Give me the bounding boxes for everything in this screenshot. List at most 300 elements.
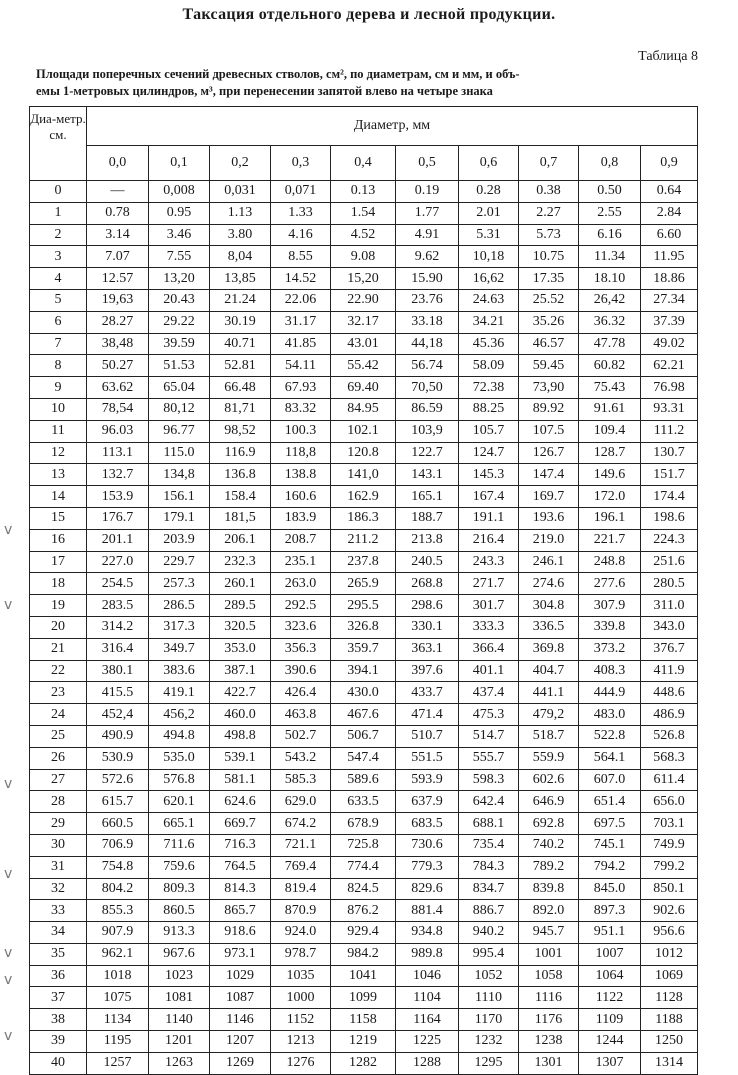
area-value-cell: 107.5	[519, 420, 579, 442]
area-value-cell: 581.1	[210, 769, 271, 791]
area-value-cell: 229.7	[149, 551, 210, 573]
area-value-cell: 769.4	[271, 856, 331, 878]
column-header: 0,1	[149, 146, 210, 181]
area-value-cell: 102.1	[331, 420, 396, 442]
area-value-cell: 198.6	[641, 507, 698, 529]
area-value-cell: 274.6	[519, 573, 579, 595]
area-value-cell: 153.9	[87, 486, 149, 508]
area-value-cell: 1081	[149, 987, 210, 1009]
diameter-cm-cell: 6	[30, 311, 87, 333]
area-value-cell: 219.0	[519, 529, 579, 551]
area-value-cell: 784.3	[459, 856, 519, 878]
area-value-cell: 5.31	[459, 224, 519, 246]
area-value-cell: 0.50	[579, 181, 641, 203]
table-row	[30, 268, 698, 290]
area-value-cell: 456,2	[149, 704, 210, 726]
table-row	[30, 987, 698, 1009]
area-value-cell: 89.92	[519, 398, 579, 420]
area-value-cell: 186.3	[331, 507, 396, 529]
area-value-cell: 1041	[331, 965, 396, 987]
area-value-cell: 1301	[519, 1052, 579, 1074]
area-value-cell: 156.1	[149, 486, 210, 508]
area-value-cell: 624.6	[210, 791, 271, 813]
margin-check-mark: v	[4, 945, 13, 961]
area-value-cell: 36.32	[579, 311, 641, 333]
area-value-cell: 387.1	[210, 660, 271, 682]
area-value-cell: 376.7	[641, 638, 698, 660]
area-value-cell: 678.9	[331, 813, 396, 835]
area-value-cell: 277.6	[579, 573, 641, 595]
table-row	[30, 551, 698, 573]
area-value-cell: 1.77	[396, 202, 459, 224]
diameter-cm-cell: 17	[30, 551, 87, 573]
area-value-cell: 824.5	[331, 878, 396, 900]
area-value-cell: 510.7	[396, 725, 459, 747]
area-value-cell: 6.60	[641, 224, 698, 246]
area-value-cell: 1225	[396, 1031, 459, 1053]
area-value-cell: 522.8	[579, 725, 641, 747]
table-row	[30, 834, 698, 856]
area-value-cell: 298.6	[396, 595, 459, 617]
diameter-cm-cell: 25	[30, 725, 87, 747]
diameter-cm-cell: 5	[30, 289, 87, 311]
area-value-cell: 1.33	[271, 202, 331, 224]
area-value-cell: 174.4	[641, 486, 698, 508]
diameter-cm-cell: 13	[30, 464, 87, 486]
diameter-cm-cell: 8	[30, 355, 87, 377]
area-value-cell: 865.7	[210, 900, 271, 922]
area-value-cell: 620.1	[149, 791, 210, 813]
area-value-cell: 25.52	[519, 289, 579, 311]
area-value-cell: 50.27	[87, 355, 149, 377]
table-row	[30, 181, 698, 203]
table-row	[30, 1031, 698, 1053]
area-value-cell: 188.7	[396, 507, 459, 529]
area-value-cell: 471.4	[396, 704, 459, 726]
area-value-cell: 697.5	[579, 813, 641, 835]
area-value-cell: 11.34	[579, 246, 641, 268]
area-value-cell: 490.9	[87, 725, 149, 747]
area-value-cell: 17.35	[519, 268, 579, 290]
area-value-cell: 0.19	[396, 181, 459, 203]
area-value-cell: 179.1	[149, 507, 210, 529]
area-value-cell: 5.73	[519, 224, 579, 246]
area-value-cell: 656.0	[641, 791, 698, 813]
area-value-cell: 34.21	[459, 311, 519, 333]
area-value-cell: 2.01	[459, 202, 519, 224]
column-header: 0,2	[210, 146, 271, 181]
area-value-cell: 404.7	[519, 660, 579, 682]
area-value-cell: 193.6	[519, 507, 579, 529]
area-value-cell: 934.8	[396, 922, 459, 944]
area-value-cell: 1170	[459, 1009, 519, 1031]
diameter-cm-cell: 10	[30, 398, 87, 420]
area-value-cell: 10,18	[459, 246, 519, 268]
area-value-cell: 383.6	[149, 660, 210, 682]
diameter-cm-cell: 18	[30, 573, 87, 595]
area-value-cell: 829.6	[396, 878, 459, 900]
area-value-cell: 301.7	[459, 595, 519, 617]
area-value-cell: 359.7	[331, 638, 396, 660]
area-value-cell: 126.7	[519, 442, 579, 464]
area-value-cell: 235.1	[271, 551, 331, 573]
area-value-cell: 467.6	[331, 704, 396, 726]
area-value-cell: 1257	[87, 1052, 149, 1074]
area-value-cell: 660.5	[87, 813, 149, 835]
area-value-cell: 26,42	[579, 289, 641, 311]
area-value-cell: 120.8	[331, 442, 396, 464]
area-value-cell: 88.25	[459, 398, 519, 420]
area-value-cell: 651.4	[579, 791, 641, 813]
column-group-header: Диаметр, мм	[87, 107, 698, 146]
area-value-cell: 754.8	[87, 856, 149, 878]
area-value-cell: 62.21	[641, 355, 698, 377]
area-value-cell: 172.0	[579, 486, 641, 508]
area-value-cell: 280.5	[641, 573, 698, 595]
area-value-cell: 572.6	[87, 769, 149, 791]
area-value-cell: 703.1	[641, 813, 698, 835]
area-value-cell: 860.5	[149, 900, 210, 922]
area-value-cell: 257.3	[149, 573, 210, 595]
area-value-cell: 411.9	[641, 660, 698, 682]
area-value-cell: 1052	[459, 965, 519, 987]
diameter-cm-cell: 29	[30, 813, 87, 835]
area-value-cell: 45.36	[459, 333, 519, 355]
table-row	[30, 704, 698, 726]
area-value-cell: 956.6	[641, 922, 698, 944]
area-value-cell: 0.78	[87, 202, 149, 224]
table-row	[30, 486, 698, 508]
area-value-cell: 913.3	[149, 922, 210, 944]
area-value-cell: 86.59	[396, 398, 459, 420]
area-value-cell: 311.0	[641, 595, 698, 617]
table-row	[30, 900, 698, 922]
diameter-cm-cell: 39	[30, 1031, 87, 1053]
table-label: Таблица 8	[638, 49, 698, 64]
area-value-cell: 1164	[396, 1009, 459, 1031]
area-value-cell: 28.27	[87, 311, 149, 333]
area-value-cell: 1307	[579, 1052, 641, 1074]
area-value-cell: 283.5	[87, 595, 149, 617]
area-value-cell: 789.2	[519, 856, 579, 878]
area-value-cell: 132.7	[87, 464, 149, 486]
column-header: 0,5	[396, 146, 459, 181]
page-title: Таксация отдельного дерева и лесной продукции.	[182, 6, 556, 23]
diameter-cm-cell: 7	[30, 333, 87, 355]
table-row	[30, 616, 698, 638]
area-value-cell: 46.57	[519, 333, 579, 355]
area-value-cell: —	[87, 181, 149, 203]
area-value-cell: 1064	[579, 965, 641, 987]
area-value-cell: 1058	[519, 965, 579, 987]
area-value-cell: 246.1	[519, 551, 579, 573]
area-value-cell: 289.5	[210, 595, 271, 617]
diameter-cm-cell: 3	[30, 246, 87, 268]
area-value-cell: 109.4	[579, 420, 641, 442]
area-value-cell: 989.8	[396, 943, 459, 965]
area-value-cell: 196.1	[579, 507, 641, 529]
area-value-cell: 1176	[519, 1009, 579, 1031]
margin-check-mark: v	[4, 522, 13, 538]
area-value-cell: 162.9	[331, 486, 396, 508]
area-value-cell: 20.43	[149, 289, 210, 311]
area-value-cell: 32.17	[331, 311, 396, 333]
area-value-cell: 0.28	[459, 181, 519, 203]
area-value-cell: 1012	[641, 943, 698, 965]
area-value-cell: 1232	[459, 1031, 519, 1053]
area-value-cell: 1282	[331, 1052, 396, 1074]
area-value-cell: 176.7	[87, 507, 149, 529]
area-value-cell: 15,20	[331, 268, 396, 290]
area-value-cell: 304.8	[519, 595, 579, 617]
area-value-cell: 486.9	[641, 704, 698, 726]
area-value-cell: 55.42	[331, 355, 396, 377]
area-value-cell: 819.4	[271, 878, 331, 900]
area-value-cell: 730.6	[396, 834, 459, 856]
area-value-cell: 91.61	[579, 398, 641, 420]
diameter-cm-cell: 20	[30, 616, 87, 638]
margin-check-mark: v	[4, 866, 13, 882]
area-value-cell: 967.6	[149, 943, 210, 965]
area-value-cell: 169.7	[519, 486, 579, 508]
area-value-cell: 232.3	[210, 551, 271, 573]
area-value-cell: 122.7	[396, 442, 459, 464]
area-value-cell: 134,8	[149, 464, 210, 486]
area-value-cell: 316.4	[87, 638, 149, 660]
area-value-cell: 876.2	[331, 900, 396, 922]
diameter-cm-cell: 37	[30, 987, 87, 1009]
area-value-cell: 0.38	[519, 181, 579, 203]
area-value-cell: 292.5	[271, 595, 331, 617]
area-value-cell: 555.7	[459, 747, 519, 769]
area-value-cell: 1213	[271, 1031, 331, 1053]
area-value-cell: 1035	[271, 965, 331, 987]
area-value-cell: 216.4	[459, 529, 519, 551]
area-value-cell: 124.7	[459, 442, 519, 464]
area-value-cell: 366.4	[459, 638, 519, 660]
area-value-cell: 483.0	[579, 704, 641, 726]
area-value-cell: 96.03	[87, 420, 149, 442]
area-value-cell: 369.8	[519, 638, 579, 660]
area-value-cell: 1244	[579, 1031, 641, 1053]
area-value-cell: 973.1	[210, 943, 271, 965]
area-value-cell: 54.11	[271, 355, 331, 377]
area-value-cell: 35.26	[519, 311, 579, 333]
area-value-cell: 564.1	[579, 747, 641, 769]
area-value-cell: 475.3	[459, 704, 519, 726]
area-value-cell: 13,20	[149, 268, 210, 290]
diameter-cm-cell: 14	[30, 486, 87, 508]
area-value-cell: 799.2	[641, 856, 698, 878]
area-value-cell: 243.3	[459, 551, 519, 573]
area-value-cell: 141,0	[331, 464, 396, 486]
area-value-cell: 551.5	[396, 747, 459, 769]
column-header: 0,9	[641, 146, 698, 181]
area-value-cell: 518.7	[519, 725, 579, 747]
table-row	[30, 922, 698, 944]
table-row	[30, 464, 698, 486]
area-value-cell: 78,54	[87, 398, 149, 420]
margin-check-mark: v	[4, 776, 13, 792]
area-value-cell: 353.0	[210, 638, 271, 660]
area-value-cell: 1104	[396, 987, 459, 1009]
area-value-cell: 9.62	[396, 246, 459, 268]
area-value-cell: 21.24	[210, 289, 271, 311]
area-value-cell: 589.6	[331, 769, 396, 791]
area-value-cell: 100.3	[271, 420, 331, 442]
table-row	[30, 943, 698, 965]
area-value-cell: 774.4	[331, 856, 396, 878]
area-value-cell: 72.38	[459, 377, 519, 399]
diameter-cm-cell: 19	[30, 595, 87, 617]
area-value-cell: 1158	[331, 1009, 396, 1031]
area-value-cell: 343.0	[641, 616, 698, 638]
area-value-cell: 502.7	[271, 725, 331, 747]
table-row	[30, 813, 698, 835]
area-value-cell: 29.22	[149, 311, 210, 333]
area-value-cell: 1188	[641, 1009, 698, 1031]
margin-check-mark: v	[4, 597, 13, 613]
area-value-cell: 9.08	[331, 246, 396, 268]
table-row	[30, 333, 698, 355]
table-row	[30, 289, 698, 311]
area-value-cell: 44,18	[396, 333, 459, 355]
area-value-cell: 1116	[519, 987, 579, 1009]
area-value-cell: 945.7	[519, 922, 579, 944]
area-value-cell: 688.1	[459, 813, 519, 835]
area-value-cell: 568.3	[641, 747, 698, 769]
area-value-cell: 363.1	[396, 638, 459, 660]
area-value-cell: 397.6	[396, 660, 459, 682]
area-value-cell: 437.4	[459, 682, 519, 704]
area-value-cell: 951.1	[579, 922, 641, 944]
area-value-cell: 460.0	[210, 704, 271, 726]
diameter-cm-cell: 28	[30, 791, 87, 813]
area-value-cell: 886.7	[459, 900, 519, 922]
margin-check-mark: v	[4, 972, 13, 988]
area-value-cell: 929.4	[331, 922, 396, 944]
area-value-cell: 47.78	[579, 333, 641, 355]
area-value-cell: 323.6	[271, 616, 331, 638]
area-value-cell: 1007	[579, 943, 641, 965]
area-value-cell: 130.7	[641, 442, 698, 464]
caption-line-1: Площади поперечных сечений древесных стволов, см², по диаметрам, см и мм, и объ-	[36, 67, 520, 81]
area-value-cell: 63.62	[87, 377, 149, 399]
area-value-cell: 1.13	[210, 202, 271, 224]
table-row	[30, 791, 698, 813]
area-value-cell: 779.3	[396, 856, 459, 878]
area-value-cell: 444.9	[579, 682, 641, 704]
area-value-cell: 8,04	[210, 246, 271, 268]
area-value-cell: 585.3	[271, 769, 331, 791]
area-value-cell: 962.1	[87, 943, 149, 965]
area-value-cell: 498.8	[210, 725, 271, 747]
area-value-cell: 27.34	[641, 289, 698, 311]
area-value-cell: 408.3	[579, 660, 641, 682]
column-header-row	[30, 146, 698, 181]
area-value-cell: 31.17	[271, 311, 331, 333]
area-value-cell: 735.4	[459, 834, 519, 856]
area-value-cell: 881.4	[396, 900, 459, 922]
area-value-cell: 530.9	[87, 747, 149, 769]
area-value-cell: 158.4	[210, 486, 271, 508]
area-value-cell: 380.1	[87, 660, 149, 682]
area-value-cell: 66.48	[210, 377, 271, 399]
area-value-cell: 637.9	[396, 791, 459, 813]
table-row	[30, 529, 698, 551]
area-value-cell: 18.86	[641, 268, 698, 290]
area-value-cell: 2.84	[641, 202, 698, 224]
area-value-cell: 138.8	[271, 464, 331, 486]
area-value-cell: 642.4	[459, 791, 519, 813]
area-value-cell: 1140	[149, 1009, 210, 1031]
diameter-cm-cell: 33	[30, 900, 87, 922]
area-value-cell: 1207	[210, 1031, 271, 1053]
area-value-cell: 593.9	[396, 769, 459, 791]
area-value-cell: 23.76	[396, 289, 459, 311]
area-value-cell: 136.8	[210, 464, 271, 486]
table-row	[30, 224, 698, 246]
area-value-cell: 40.71	[210, 333, 271, 355]
area-value-cell: 70,50	[396, 377, 459, 399]
area-value-cell: 426.4	[271, 682, 331, 704]
area-value-cell: 1029	[210, 965, 271, 987]
area-value-cell: 128.7	[579, 442, 641, 464]
area-value-cell: 263.0	[271, 573, 331, 595]
area-value-cell: 452,4	[87, 704, 149, 726]
area-value-cell: 692.8	[519, 813, 579, 835]
area-value-cell: 333.3	[459, 616, 519, 638]
diameter-cm-cell: 2	[30, 224, 87, 246]
area-value-cell: 430.0	[331, 682, 396, 704]
area-value-cell: 1110	[459, 987, 519, 1009]
area-value-cell: 268.8	[396, 573, 459, 595]
area-value-cell: 75.43	[579, 377, 641, 399]
diameter-cm-cell: 32	[30, 878, 87, 900]
table-row	[30, 660, 698, 682]
area-value-cell: 224.3	[641, 529, 698, 551]
diameter-cm-cell: 31	[30, 856, 87, 878]
area-value-cell: 326.8	[331, 616, 396, 638]
area-value-cell: 151.7	[641, 464, 698, 486]
area-value-cell: 22.90	[331, 289, 396, 311]
area-value-cell: 265.9	[331, 573, 396, 595]
area-value-cell: 607.0	[579, 769, 641, 791]
area-value-cell: 113.1	[87, 442, 149, 464]
column-header: 0,8	[579, 146, 641, 181]
area-value-cell: 1109	[579, 1009, 641, 1031]
area-value-cell: 208.7	[271, 529, 331, 551]
area-value-cell: 251.6	[641, 551, 698, 573]
area-value-cell: 547.4	[331, 747, 396, 769]
area-value-cell: 892.0	[519, 900, 579, 922]
table-header-row	[30, 107, 698, 146]
table-row	[30, 682, 698, 704]
table-row	[30, 747, 698, 769]
area-value-cell: 390.6	[271, 660, 331, 682]
area-value-cell: 646.9	[519, 791, 579, 813]
area-value-cell: 1134	[87, 1009, 149, 1031]
area-value-cell: 514.7	[459, 725, 519, 747]
area-value-cell: 725.8	[331, 834, 396, 856]
area-value-cell: 13,85	[210, 268, 271, 290]
diameter-cm-cell: 4	[30, 268, 87, 290]
area-value-cell: 401.1	[459, 660, 519, 682]
diameter-cm-cell: 11	[30, 420, 87, 442]
table-row	[30, 202, 698, 224]
area-value-cell: 307.9	[579, 595, 641, 617]
area-value-cell: 111.2	[641, 420, 698, 442]
